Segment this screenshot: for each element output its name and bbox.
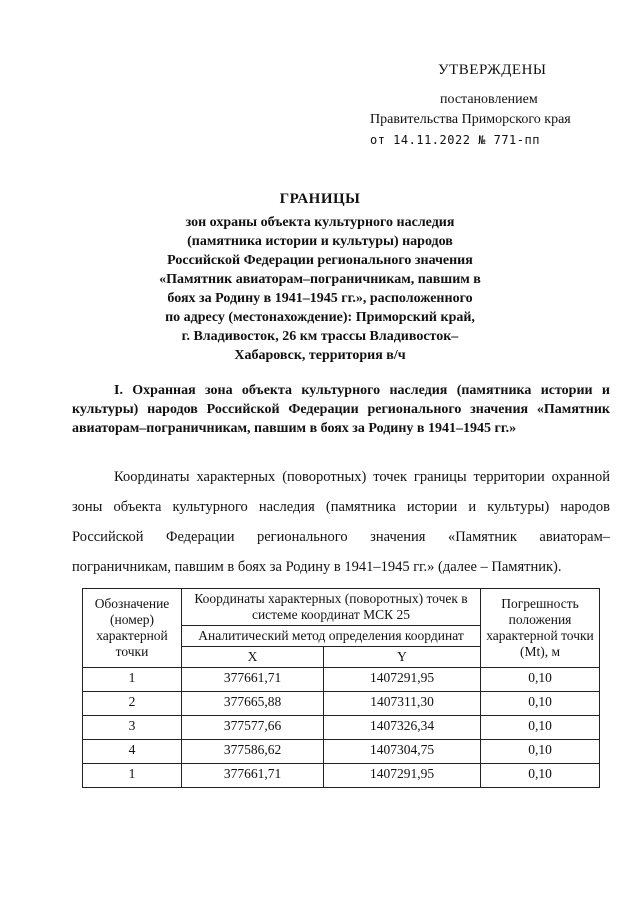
cell-point: 2 [83, 692, 182, 716]
table-row [83, 764, 600, 788]
cell-x: 377661,71 [182, 668, 324, 692]
cell-point: 4 [83, 740, 182, 764]
table-row [83, 668, 600, 692]
header-y: Y [324, 647, 481, 668]
cell-y: 1407326,34 [324, 716, 481, 740]
table-row [83, 716, 600, 740]
approval-line-1: постановлением [440, 92, 538, 107]
cell-point: 1 [83, 764, 182, 788]
cell-error: 0,10 [481, 764, 600, 788]
cell-error: 0,10 [481, 716, 600, 740]
cell-x: 377586,62 [182, 740, 324, 764]
table-row [83, 692, 600, 716]
table-header-row [83, 589, 600, 626]
coordinates-table [82, 588, 600, 788]
header-coordinates: Координаты характерных (поворотных) точек в системе координат МСК 25 [182, 589, 481, 626]
cell-point: 1 [83, 668, 182, 692]
title-line: Хабаровск, территория в/ч [234, 348, 406, 363]
title-line: боях за Родину в 1941–1945 гг.», расположенного [167, 291, 473, 306]
title-heading: ГРАНИЦЫ [279, 191, 361, 207]
approval-line-2: Правительства Приморского края [370, 112, 571, 127]
title-line: зон охраны объекта культурного наследия [185, 215, 455, 230]
header-error: Погрешность положения характерной точки (Mt), м [481, 589, 600, 668]
cell-point: 3 [83, 716, 182, 740]
cell-y: 1407291,95 [324, 764, 481, 788]
title-line: г. Владивосток, 26 км трассы Владивосток– [181, 329, 459, 344]
cell-x: 377577,66 [182, 716, 324, 740]
cell-y: 1407291,95 [324, 668, 481, 692]
title-line: (памятника истории и культуры) народов [187, 234, 453, 249]
title-line: «Памятник авиаторам–пограничникам, павшим в [159, 272, 481, 287]
cell-x: 377665,88 [182, 692, 324, 716]
table-row [83, 740, 600, 764]
document-title [110, 190, 530, 365]
title-line: по адресу (местонахождение): Приморский край, [165, 310, 475, 325]
header-point: Обозначение (номер) характерной точки [83, 589, 182, 668]
approval-heading: УТВЕРЖДЕНЫ [438, 62, 547, 78]
cell-y: 1407304,75 [324, 740, 481, 764]
cell-error: 0,10 [481, 740, 600, 764]
approval-line-3: от 14.11.2022 № 771-пп [370, 133, 540, 147]
header-x: X [182, 647, 324, 668]
section-heading: I. Охранная зона объекта культурного наследия (памятника истории и культуры) народов Российской Федерации регионального значения «Памятник авиаторам–пограничникам, павшим в боях за Родину в 1941–1945 гг.» [72, 383, 610, 436]
header-method: Аналитический метод определения координат [182, 626, 481, 647]
cell-y: 1407311,30 [324, 692, 481, 716]
cell-x: 377661,71 [182, 764, 324, 788]
title-line: Российской Федерации регионального значения [167, 253, 473, 268]
body-paragraph: Координаты характерных (поворотных) точек границы территории охранной зоны объекта культурного наследия (памятника истории и культуры) народов Российской Федерации регионального значения «Памятник авиаторам–пограничникам, павшим в боях за Родину в 1941–1945 гг.» (далее – Памятник). [72, 469, 610, 575]
approval-block [360, 60, 610, 150]
cell-error: 0,10 [481, 668, 600, 692]
cell-error: 0,10 [481, 692, 600, 716]
